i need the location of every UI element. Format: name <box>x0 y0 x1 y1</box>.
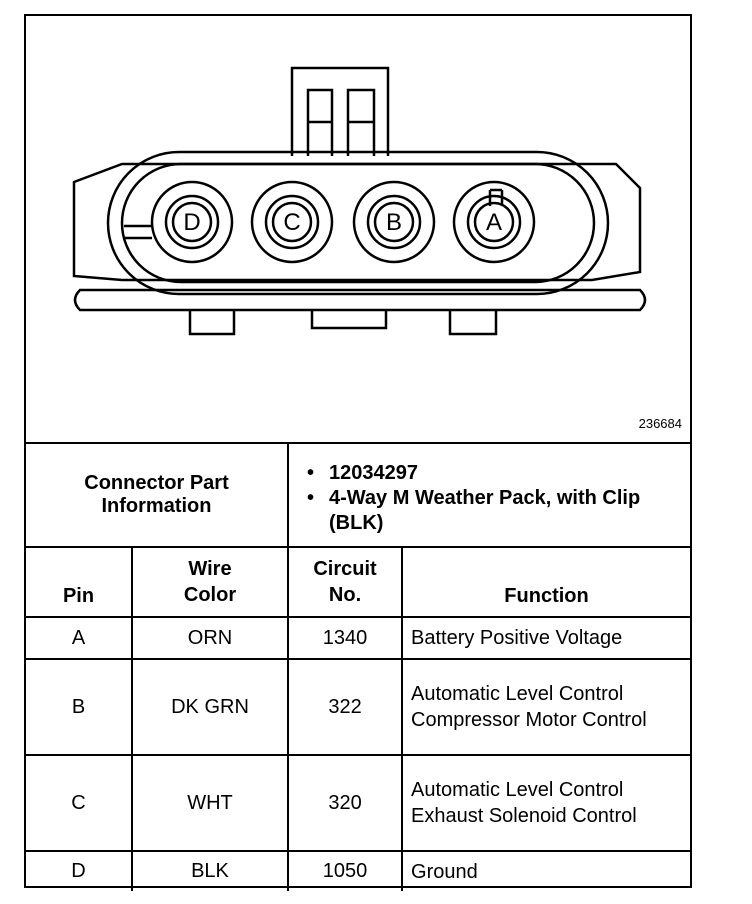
diagram-frame <box>24 14 692 888</box>
function-cell: Battery Positive Voltage <box>402 617 690 659</box>
figure-number: 236684 <box>638 416 682 431</box>
header-wire-color <box>132 547 288 617</box>
circuit-cell: 1050 <box>288 851 402 891</box>
header-row <box>26 547 690 617</box>
connector-housing <box>74 164 640 280</box>
pin-label-d: D <box>183 209 201 236</box>
table-row <box>26 659 690 755</box>
pin-cell: D <box>26 851 132 891</box>
part-info-label: Connector Part Information <box>26 443 288 547</box>
part-info-values <box>288 443 690 547</box>
pin-cell: B <box>26 659 132 755</box>
header-function: Function <box>402 547 690 617</box>
connector-face-diagram <box>26 16 690 442</box>
wire-color-cell: DK GRN <box>132 659 288 755</box>
part-info-row <box>26 443 690 547</box>
header-wire-color-text: Wire Color <box>183 558 237 606</box>
table-row <box>26 617 690 659</box>
header-circuit-no-text: Circuit No. <box>313 558 377 606</box>
part-number: • 12034297 <box>329 461 682 486</box>
circuit-cell: 320 <box>288 755 402 851</box>
pin-label-c: C <box>283 209 301 236</box>
header-circuit-no <box>288 547 402 617</box>
pin-cell: A <box>26 617 132 659</box>
pin-cavities <box>152 182 534 262</box>
wire-color-cell: WHT <box>132 755 288 851</box>
circuit-cell: 1340 <box>288 617 402 659</box>
part-description: • 4-Way M Weather Pack, with Clip (BLK) <box>329 486 682 536</box>
wire-color-cell: BLK <box>132 851 288 891</box>
table-row <box>26 851 690 891</box>
wire-color-cell: ORN <box>132 617 288 659</box>
function-cell: Automatic Level Control Compressor Motor Control <box>402 659 690 755</box>
function-cell: Ground <box>402 851 690 891</box>
connector-table <box>26 442 690 891</box>
table-row <box>26 755 690 851</box>
pin-label-b: B <box>385 209 403 236</box>
pin-cell: C <box>26 755 132 851</box>
function-cell: Automatic Level Control Exhaust Solenoid Control <box>402 755 690 851</box>
pin-label-a: A <box>485 209 503 236</box>
header-pin: Pin <box>26 547 132 617</box>
circuit-cell: 322 <box>288 659 402 755</box>
